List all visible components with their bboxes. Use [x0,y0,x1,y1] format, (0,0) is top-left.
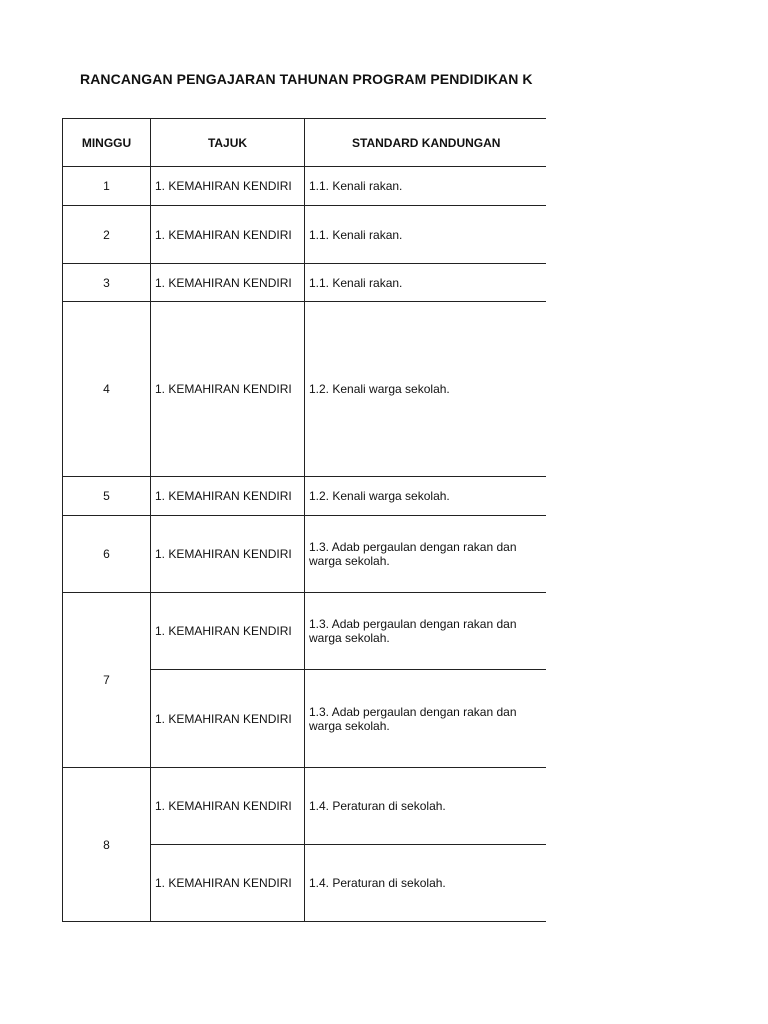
table-row [63,264,547,302]
topic-cell: 1. KEMAHIRAN KENDIRI [151,206,305,264]
week-cell: 5 [63,477,151,516]
table-row [63,593,547,670]
topic-cell: 1. KEMAHIRAN KENDIRI [151,670,305,768]
standard-text: 1.1. Kenali rakan. [309,227,403,242]
standard-cell [305,477,547,516]
standard-text: 1.3. Adab pergaulan dengan rakan dan warga sekolah. [309,617,517,645]
week-cell: 2 [63,206,151,264]
week-cell: 7 [63,593,151,768]
topic-cell: 1. KEMAHIRAN KENDIRI [151,264,305,302]
topic-cell: 1. KEMAHIRAN KENDIRI [151,593,305,670]
week-cell: 8 [63,768,151,922]
week-cell: 1 [63,167,151,206]
topic-cell: 1. KEMAHIRAN KENDIRI [151,477,305,516]
topic-cell: 1. KEMAHIRAN KENDIRI [151,768,305,845]
standard-cell [305,845,547,922]
lesson-plan-table [62,118,546,922]
topic-cell: 1. KEMAHIRAN KENDIRI [151,302,305,477]
week-cell: 4 [63,302,151,477]
table-row [63,167,547,206]
standard-text: 1.3. Adab pergaulan dengan rakan dan warga sekolah. [309,540,517,568]
standard-cell [305,264,547,302]
table-row [63,516,547,593]
standard-text: 1.1. Kenali rakan. [309,275,403,290]
topic-cell: 1. KEMAHIRAN KENDIRI [151,516,305,593]
week-cell: 6 [63,516,151,593]
topic-cell: 1. KEMAHIRAN KENDIRI [151,167,305,206]
header-week: MINGGU [63,119,151,167]
document-title: RANCANGAN PENGAJARAN TAHUNAN PROGRAM PENDIDIKAN K [80,71,533,87]
standard-cell [305,593,547,670]
standard-cell [305,206,547,264]
standard-cell [305,167,547,206]
header-standard-label: STANDARD KANDUNGAN [352,135,501,150]
header-topic: TAJUK [151,119,305,167]
table-row [63,768,547,845]
standard-cell [305,768,547,845]
standard-text: 1.2. Kenali warga sekolah. [309,382,450,396]
week-cell: 3 [63,264,151,302]
header-row [63,119,547,167]
standard-cell [305,302,547,477]
standard-cell [305,670,547,768]
standard-text: 1.1. Kenali rakan. [309,179,403,193]
standard-text: 1.4. Peraturan di sekolah. [309,876,446,890]
table-row [63,477,547,516]
header-standard [305,119,547,167]
standard-text: 1.3. Adab pergaulan dengan rakan dan warga sekolah. [309,704,517,733]
standard-text: 1.2. Kenali warga sekolah. [309,489,450,503]
table-row [63,206,547,264]
standard-text: 1.4. Peraturan di sekolah. [309,799,446,813]
table-row [63,302,547,477]
topic-cell: 1. KEMAHIRAN KENDIRI [151,845,305,922]
standard-cell [305,516,547,593]
